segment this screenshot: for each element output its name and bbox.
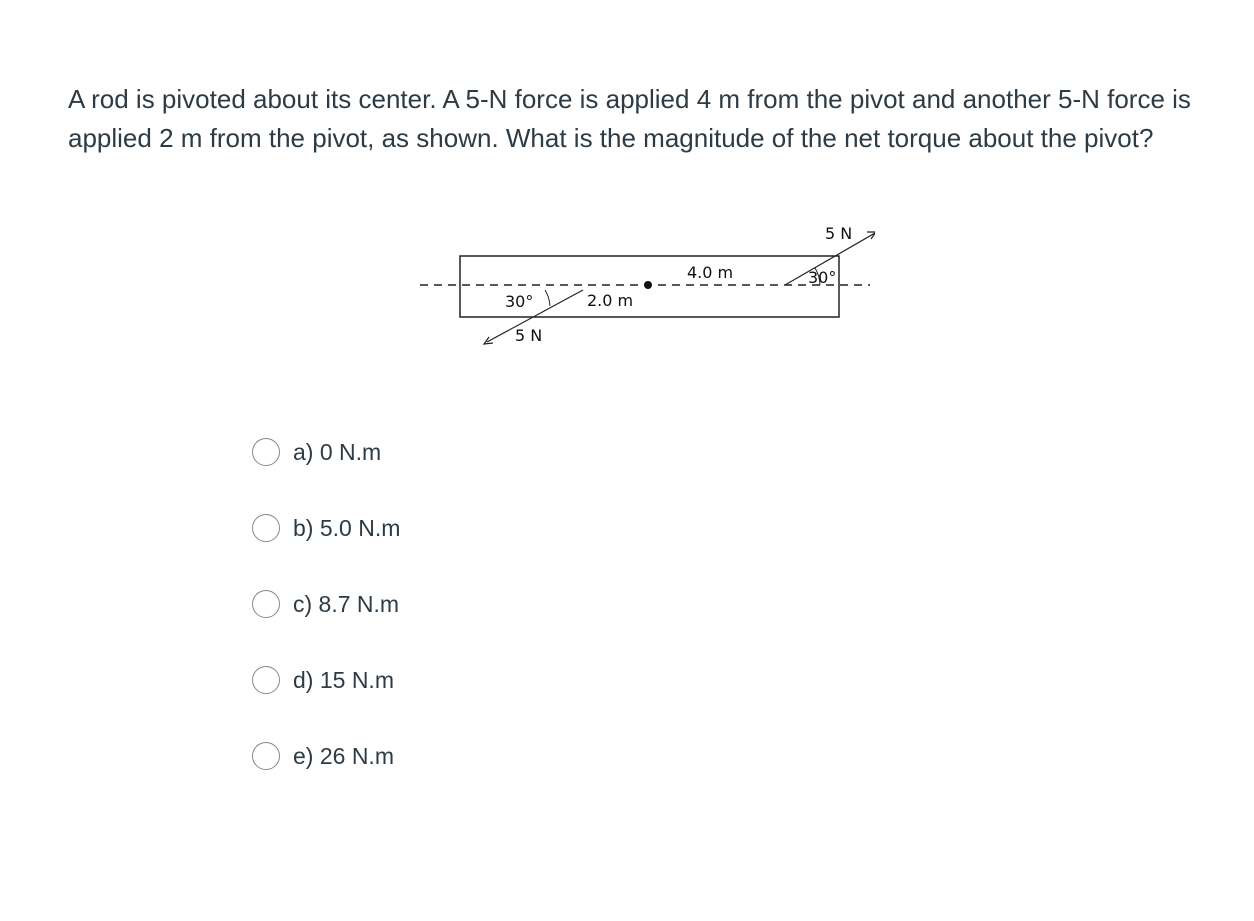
answer-label: e) 26 N.m: [293, 742, 394, 769]
answer-label: a) 0 N.m: [293, 438, 382, 465]
force-bottom-label: 5 N: [515, 326, 543, 345]
radio-button[interactable]: [252, 590, 280, 618]
radio-button[interactable]: [252, 514, 280, 542]
answer-option-e[interactable]: [252, 736, 400, 776]
angle-right-label: 30°: [808, 268, 837, 287]
question-text: A rod is pivoted about its center. A 5-N force is applied 4 m from the pivot and another 5-N force is applied 2 m from the pivot, as shown. What is the magnitude of the net torque about the pivot?: [68, 84, 1191, 153]
left-angle-arc: [545, 290, 550, 306]
answer-list: [252, 432, 400, 812]
radio-button[interactable]: [252, 742, 280, 770]
answer-option-a[interactable]: [252, 432, 400, 472]
answer-label: c) 8.7 N.m: [293, 590, 400, 617]
distance-right-label: 4.0 m: [687, 263, 734, 282]
answer-label: d) 15 N.m: [293, 666, 394, 693]
force-top-label: 5 N: [825, 224, 853, 243]
radio-button[interactable]: [252, 438, 280, 466]
answer-option-d[interactable]: [252, 660, 400, 700]
pivot-point: [644, 281, 652, 289]
left-force-arrowhead: [484, 337, 493, 344]
answer-option-b[interactable]: [252, 508, 400, 548]
radio-button[interactable]: [252, 666, 280, 694]
answer-label: b) 5.0 N.m: [293, 514, 401, 541]
distance-left-label: 2.0 m: [587, 291, 634, 310]
angle-left-label: 30°: [505, 292, 534, 311]
answer-option-c[interactable]: [252, 584, 400, 624]
rod-diagram: [415, 220, 875, 355]
